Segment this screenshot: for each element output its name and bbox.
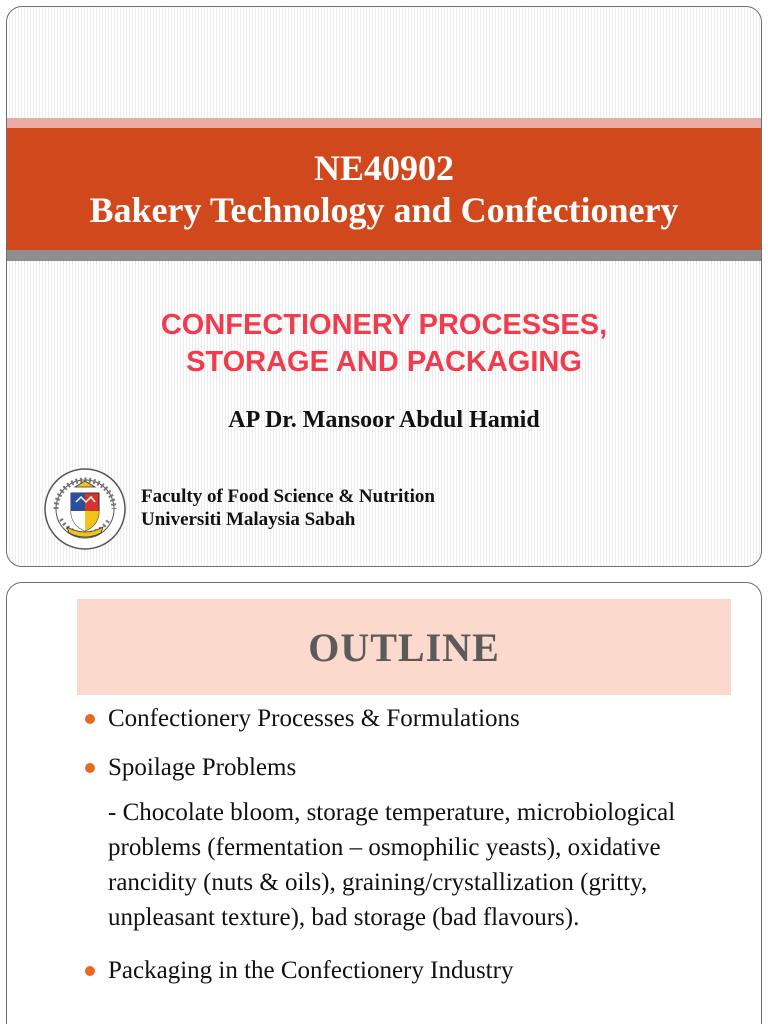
subtitle-line-1: CONFECTIONERY PROCESSES,	[160, 309, 608, 341]
outline-list	[85, 701, 725, 1002]
title-slide	[6, 6, 762, 567]
outline-heading: OUTLINE	[308, 624, 500, 670]
list-item-text: Confectionery Processes & Formulations	[108, 705, 520, 732]
title-band-bottom-stripe	[7, 250, 761, 261]
spoilage-detail: - Chocolate bloom, storage temperature, microbiological problems (fermentation – osmophilic yeasts), oxidative rancidity (nuts & oils), graining/crystallization (gritty, unpleasant texture), bad storage (bad flavours).	[108, 799, 676, 931]
title-band-top-stripe	[7, 118, 761, 128]
list-item	[85, 750, 725, 785]
faculty-name: Faculty of Food Science & Nutrition	[141, 486, 435, 507]
course-name: Bakery Technology and Confectionery	[89, 190, 679, 230]
slide-subtitle	[7, 307, 761, 381]
list-item-text: Packaging in the Confectionery Industry	[108, 957, 514, 984]
course-code: NE40902	[313, 148, 454, 188]
list-item-text: Spoilage Problems	[108, 754, 297, 781]
bullet-dot-icon	[85, 966, 95, 976]
title-band	[7, 128, 761, 250]
outline-heading-box	[77, 599, 731, 695]
bullet-dot-icon	[85, 763, 95, 773]
university-seal-icon	[43, 467, 127, 551]
subtitle-line-2: STORAGE AND PACKAGING	[186, 346, 582, 378]
bullet-dot-icon	[85, 714, 95, 724]
affiliation	[141, 485, 435, 531]
list-item	[85, 701, 725, 736]
university-name: Universiti Malaysia Sabah	[141, 509, 356, 530]
outline-slide	[6, 582, 762, 1024]
author-name: AP Dr. Mansoor Abdul Hamid	[228, 407, 540, 433]
list-item	[85, 953, 725, 988]
